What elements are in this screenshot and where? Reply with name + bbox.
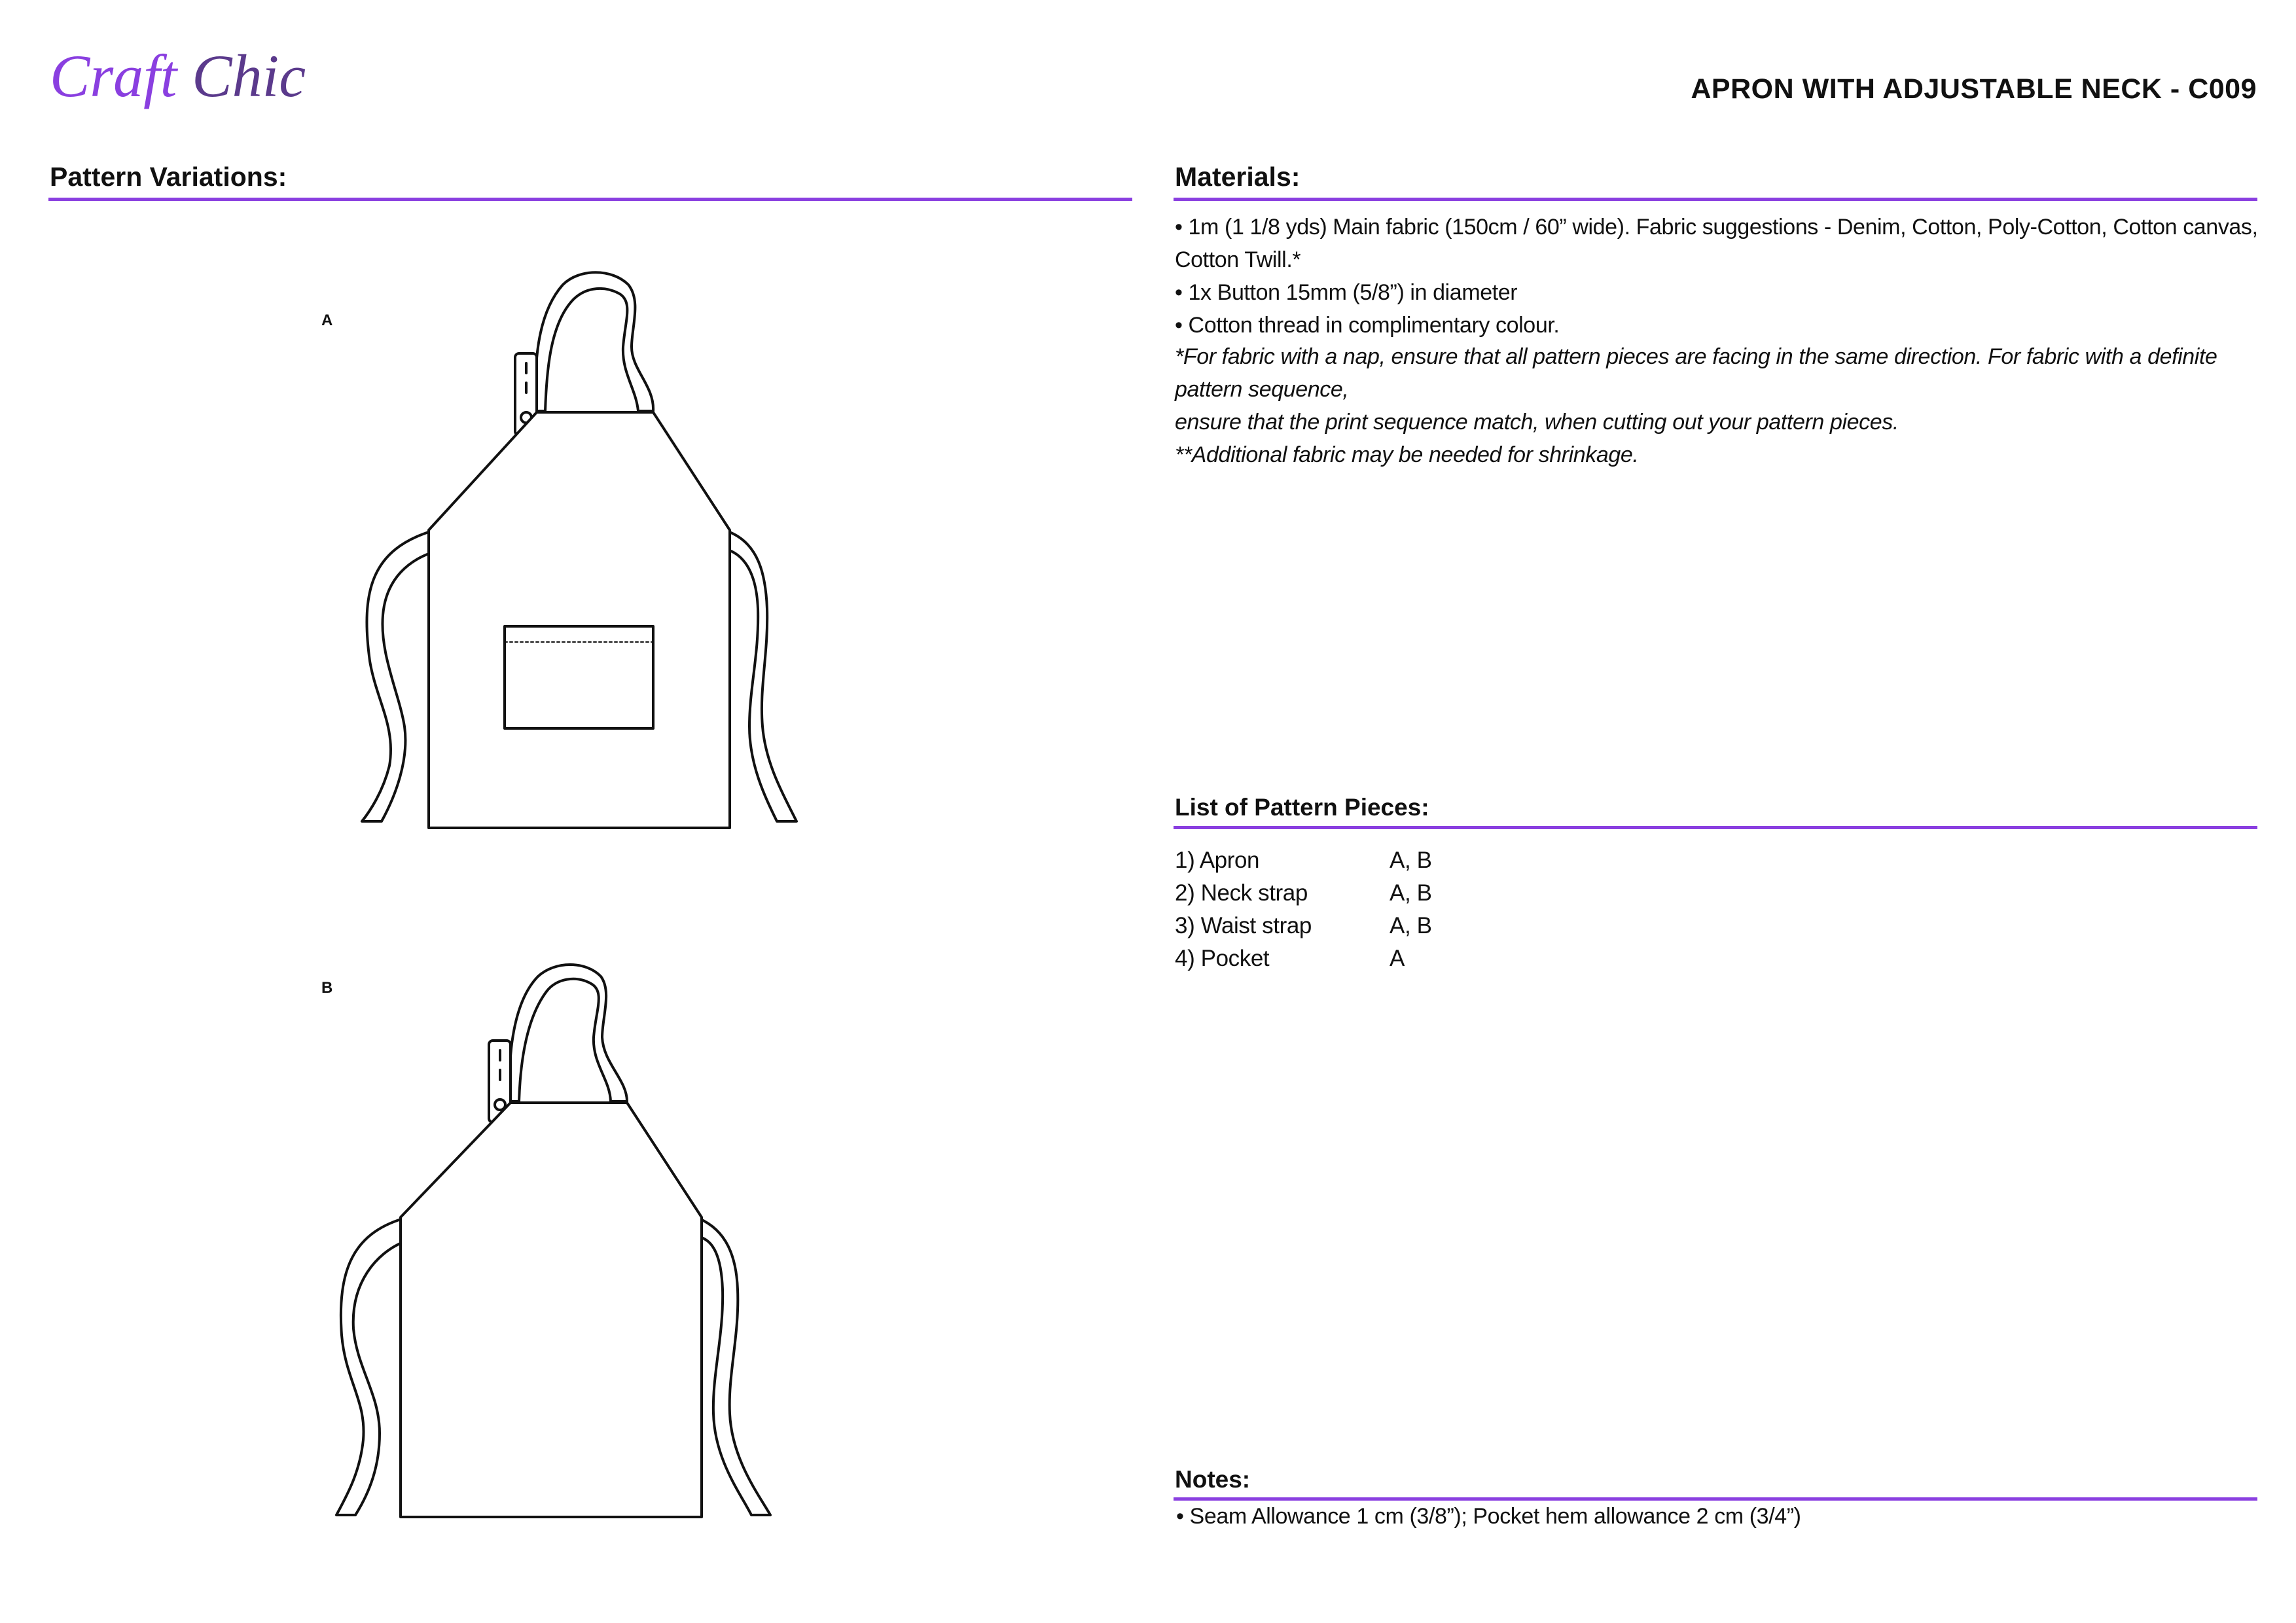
brand-word-craft: Craft (50, 43, 177, 109)
brand-logo (50, 43, 306, 109)
pattern-piece-name: 3) Waist strap (1175, 913, 1312, 938)
apron-variation-a-drawing (353, 268, 812, 838)
materials-rule (1174, 198, 2257, 201)
apron-b-right-waist-strap (699, 1219, 770, 1515)
materials-heading: Materials: (1175, 162, 1300, 192)
pattern-pieces-heading: List of Pattern Pieces: (1175, 794, 1429, 821)
pattern-piece-variations: A, B (1390, 913, 1432, 938)
materials-note-shrinkage: **Additional fabric may be needed for shrinkage. (1175, 442, 1639, 467)
apron-a-left-waist-strap (362, 531, 431, 821)
apron-b-neck-strap (510, 965, 627, 1101)
pattern-pieces-rule (1174, 826, 2257, 829)
apron-a-right-waist-strap (728, 531, 797, 821)
apron-b-left-waist-strap (336, 1219, 403, 1515)
pattern-piece-row (1175, 844, 1764, 877)
document-title: APRON WITH ADJUSTABLE NECK - C009 (1691, 73, 2257, 105)
pattern-piece-row (1175, 942, 1764, 975)
notes-heading: Notes: (1175, 1466, 1251, 1493)
pattern-variations-heading: Pattern Variations: (50, 162, 287, 192)
apron-variation-b-drawing (327, 959, 785, 1525)
pattern-piece-name: 4) Pocket (1175, 946, 1270, 971)
pattern-variations-rule (48, 198, 1132, 201)
notes-item-seam-allowance: • Seam Allowance 1 cm (3/8”); Pocket hem allowance 2 cm (3/4”) (1176, 1504, 1801, 1529)
brand-word-chic: Chic (192, 43, 306, 109)
pattern-piece-row (1175, 910, 1764, 942)
apron-b-body (401, 1103, 702, 1517)
materials-item-thread: • Cotton thread in complimentary colour. (1175, 313, 1560, 338)
pattern-piece-variations: A, B (1390, 847, 1432, 873)
materials-note-sequence: ensure that the print sequence match, when cutting out your pattern pieces. (1175, 410, 1899, 435)
materials-notes (1175, 340, 2261, 471)
pattern-piece-row (1175, 877, 1764, 910)
apron-a-body (429, 412, 730, 828)
pattern-pieces-list (1175, 844, 1764, 975)
variation-b-label: B (321, 979, 333, 997)
pattern-piece-variations: A (1390, 946, 1405, 971)
materials-list (1175, 211, 2261, 342)
pattern-piece-name: 2) Neck strap (1175, 880, 1308, 906)
pattern-piece-variations: A, B (1390, 880, 1432, 906)
materials-item-fabric: • 1m (1 1/8 yds) Main fabric (150cm / 60” wide). Fabric suggestions - Denim, Cotton, Poly-Cotton, Cotton canvas, Cotton Twill.* (1175, 215, 2258, 272)
apron-a-neck-strap (535, 272, 653, 411)
materials-note-nap: *For fabric with a nap, ensure that all pattern pieces are facing in the same direction. For fabric with a definite pattern sequence, (1175, 344, 2217, 402)
variation-a-label: A (321, 312, 333, 329)
pattern-piece-name: 1) Apron (1175, 847, 1260, 873)
materials-item-button: • 1x Button 15mm (5/8”) in diameter (1175, 280, 1518, 305)
